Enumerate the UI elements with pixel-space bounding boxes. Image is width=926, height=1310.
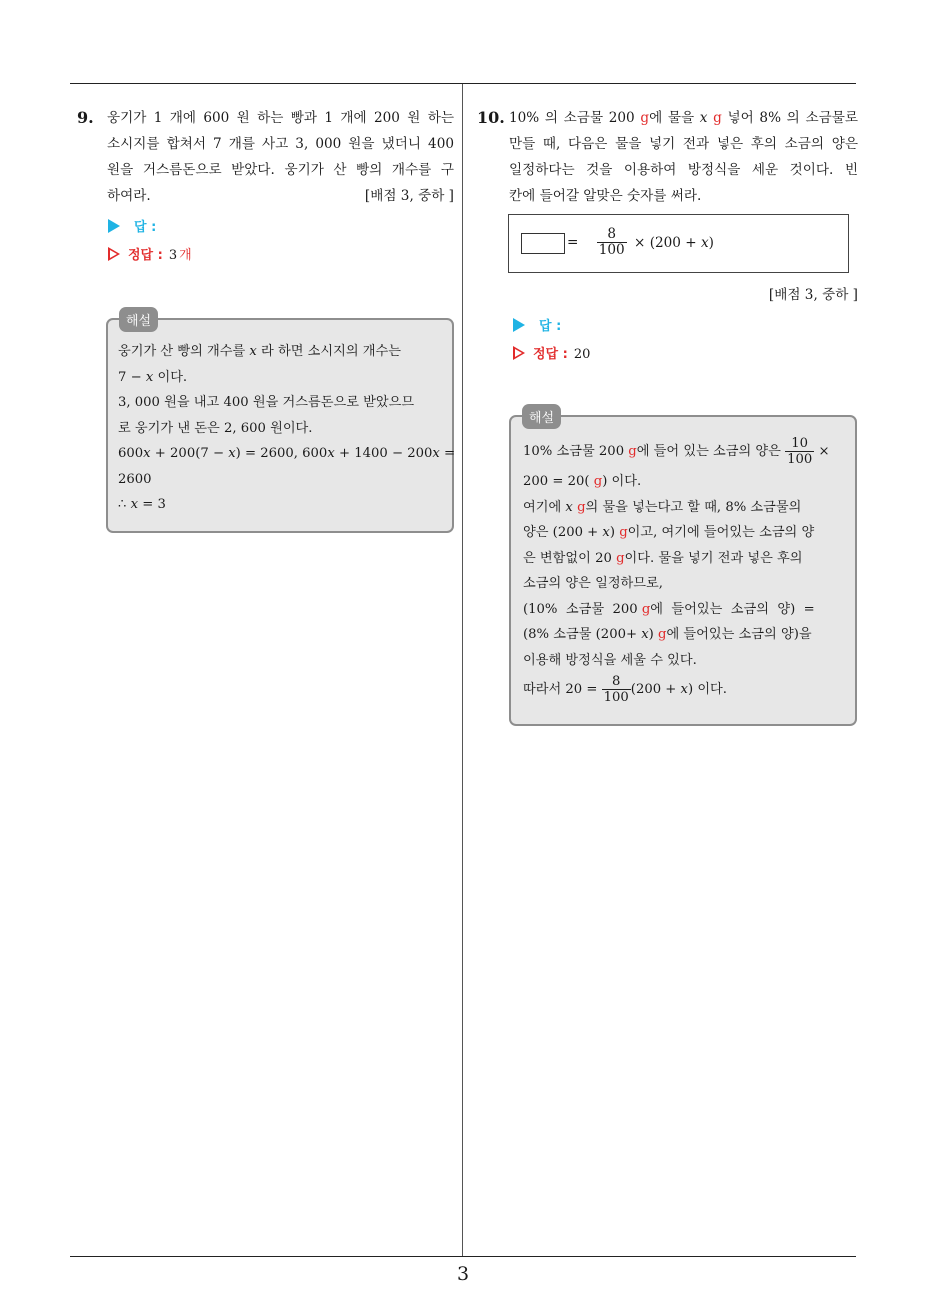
correct-value: 20 [573,347,591,362]
frac-denominator: 100 [598,242,625,258]
equation-box [508,214,849,273]
play-icon [108,219,120,233]
problem-number: 10. [477,108,505,127]
solution-line: 7 − x 이다. [118,369,188,385]
frac-denominator: 100 [603,690,629,705]
problem-10 [477,105,858,209]
page-number: 3 [456,1263,470,1285]
score-meta-10-wrap [509,282,858,308]
problem-9 [77,105,454,209]
problem-text-line: 만들 때, 다음은 물을 넣기 전과 넣은 후의 소금의 양은 [509,136,858,152]
solution-line: 3, 000 원을 내고 400 원을 거스름돈으로 받았으므 [118,395,415,410]
column-divider [462,84,463,1256]
problem-text-line: 소시지를 합쳐서 7 개를 사고 3, 000 원을 냈더니 400 [107,136,454,152]
answer-line[interactable] [513,315,561,334]
frac-denominator: 100 [787,452,813,467]
frac-numerator: 8 [607,226,617,242]
solution-line: 로 웅기가 낸 돈은 2, 600 원이다. [118,420,313,436]
solution-line: 2600 [118,471,152,487]
equation: = $\frac{8}{100}$ × (200 + x) [567,226,714,258]
problem-number: 9. [77,108,94,127]
solution-box-9 [106,314,456,533]
solution-line: 양은 (200 + x) g이고, 여기에 들어있는 소금의 양 [523,525,815,540]
correct-value: 3 [168,248,178,263]
outline-triangle-icon [108,247,120,261]
solution-line: (8% 소금물 (200+ x) g에 들어있는 소금의 양)을 [523,627,812,642]
play-icon [513,318,525,332]
correct-unit: 개 [179,248,192,263]
frac-numerator: 10 [791,436,809,451]
problem-text-line: 일정하다는 것을 이용하여 방정식을 세운 것이다. 빈 [509,162,858,178]
solution-line: 10% 소금물 200 g에 들어 있는 소금의 양은 $\frac{10}{100}$ × [523,436,830,467]
answer-label: 답 : [539,319,562,334]
answer-label: 답 : [134,220,157,235]
solution-line: 600x + 200(7 − x) = 2600, 600x + 1400 − 200x = [118,446,456,461]
correct-label: 정답 : [533,347,568,362]
solution-line: ∴ x = 3 [118,497,166,512]
correct-answer-line [108,244,192,263]
outline-triangle-icon [513,346,525,360]
solution-tag: 해설 [119,307,158,332]
solution-line: 은 변함없이 20 g이다. 물을 넣기 전과 넣은 후의 [523,550,803,566]
problem-text-line: 웅기가 1 개에 600 원 하는 빵과 1 개에 200 원 하는 [107,110,454,126]
solution-line: 이용해 방정식을 세울 수 있다. [523,652,697,668]
bottom-rule [70,1256,856,1257]
frac-numerator: 8 [612,674,621,689]
answer-blank[interactable] [521,233,565,254]
score-meta: [배점 3, 중하 ] [768,287,858,303]
solution-tag: 해설 [522,404,561,429]
solution-line: 여기에 x g의 물을 넣는다고 할 때, 8% 소금물의 [523,499,802,515]
problem-text-line: 10% 의 소금물 200 g에 물을 x g 넣어 8% 의 소금물로 [509,110,858,126]
equation-rhs: × (200 + x) [634,234,714,251]
solution-line: 따라서 20 = $\frac{8}{100}$ (200 + x) 이다. [523,674,727,705]
solution-line: (10% 소금물 200 g에 들어있는 소금의 양) = [523,601,815,617]
score-meta: [배점 3, 중하 ] [364,188,454,204]
correct-label: 정답 : [128,248,163,263]
problem-text-line: 칸에 들어갈 알맞은 숫자를 써라. [509,188,702,204]
solution-line: 200 = 20( g) 이다. [523,474,642,489]
answer-line[interactable] [108,216,156,235]
correct-answer-line [513,343,590,362]
solution-line: 소금의 양은 일정하므로, [523,576,663,591]
problem-text-line: 원을 거스름돈으로 받았다. 웅기가 산 빵의 개수를 구 [107,162,454,178]
top-rule [70,83,856,84]
solution-line: 웅기가 산 빵의 개수를 x 라 하면 소시지의 개수는 [118,344,402,359]
solution-box-10 [509,411,857,726]
problem-text-line: 하여라. [107,188,151,204]
